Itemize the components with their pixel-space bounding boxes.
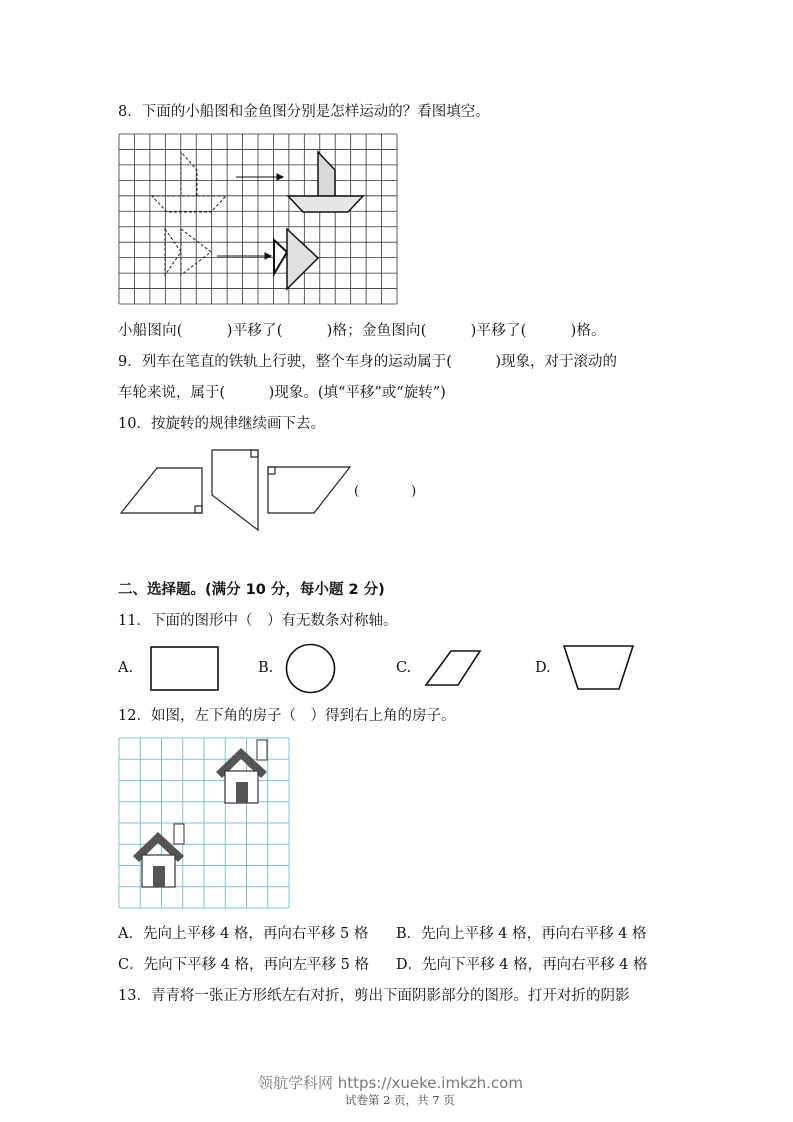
parallelogram-3-icon	[268, 467, 350, 513]
q13-text: 13．青青将一张正方形纸左右对折，剪出下面阴影部分的图形。打开对折的阴影	[118, 988, 630, 1004]
q12-option-b: B．先向上平移 4 格，再向右平移 4 格	[396, 926, 647, 942]
boat-sail-icon	[318, 152, 335, 196]
q10-text: 10．按旋转的规律继续画下去。	[118, 416, 325, 432]
q10-rotation-figure	[119, 446, 359, 532]
q8-grid-figure	[119, 134, 398, 305]
parallelogram-2-icon	[212, 450, 258, 530]
q11-option-a-label: A.	[118, 660, 134, 676]
circle-icon	[285, 643, 337, 695]
q11-option-b-label: B.	[258, 660, 274, 676]
q12-house-grid	[119, 738, 291, 909]
parallelogram-icon	[425, 649, 483, 689]
house-top-right-icon	[216, 740, 267, 803]
q12-text: 12．如图，左下角的房子（ ）得到右上角的房子。	[118, 708, 456, 724]
dashed-boat-hull-icon	[152, 196, 226, 212]
q9-line2: 车轮来说，属于( )现象。(填“平移”或“旋转”)	[118, 385, 446, 401]
q12-option-a: A．先向上平移 4 格，再向右平移 5 格	[118, 926, 369, 942]
q11-option-c-label: C.	[396, 660, 412, 676]
fish-body-icon	[287, 229, 318, 289]
parallelogram-1-icon	[121, 468, 202, 513]
fish-tail-outline-icon	[274, 240, 287, 274]
watermark: 领航学科网 https://xueke.imkzh.com	[258, 1074, 523, 1092]
dashed-fish-tail-icon	[165, 229, 181, 275]
q11-option-d-label: D.	[535, 660, 551, 676]
q8-fill-blank: 小船图向( )平移了( )格；金鱼图向( )平移了( )格。	[118, 323, 606, 339]
trapezoid-icon	[562, 644, 636, 692]
q10-answer-blank: ( )	[354, 484, 417, 499]
q12-option-d: D．先向下平移 4 格，再向右平移 4 格	[396, 957, 648, 973]
q12-option-c: C．先向下平移 4 格，再向左平移 5 格	[118, 957, 369, 973]
q11-text: 11．下面的图形中（ ）有无数条对称轴。	[118, 613, 398, 629]
q9-line1: 9．列车在笔直的铁轨上行驶，整个车身的运动属于( )现象，对于滚动的	[118, 354, 618, 370]
boat-hull-icon	[288, 196, 363, 212]
q8-text: 8．下面的小船图和金鱼图分别是怎样运动的？看图填空。	[118, 104, 490, 120]
page-footer: 试卷第 2 页，共 7 页	[345, 1093, 455, 1107]
dashed-boat-sail-icon	[181, 152, 197, 196]
section-2-title: 二、选择题。(满分 10 分，每小题 2 分)	[118, 582, 385, 598]
rectangle-icon	[150, 646, 220, 692]
